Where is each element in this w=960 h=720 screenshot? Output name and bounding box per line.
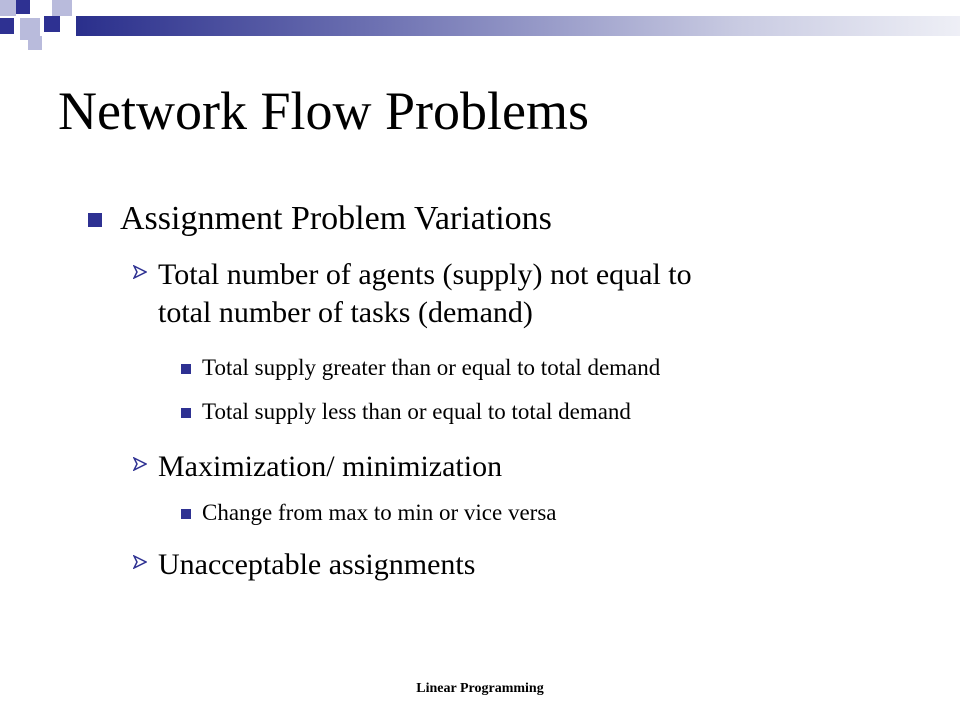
decor-square [16,0,30,14]
bullet-sub1-item1-text: Total supply greater than or equal to total demand [202,355,661,380]
decor-square [52,0,72,16]
corner-decoration [0,0,960,60]
bullet-sub1-text [158,256,692,332]
bullet-sub1-line1: Total number of agents (supply) not equal to [158,258,692,291]
bullet-sub3-text: Unacceptable assignments [158,548,476,581]
arrow-bullet-icon [133,265,147,279]
slide-footer: Linear Programming [416,681,544,696]
arrow-bullet-icon [133,555,147,569]
square-bullet-icon [181,509,191,519]
square-bullet-icon [181,364,191,374]
arrow-bullet-icon [133,457,147,471]
bullet-sub1-item2-text: Total supply less than or equal to total demand [202,399,631,424]
bullet-sub2-item1-text: Change from max to min or vice versa [202,500,557,525]
decor-square [44,16,60,32]
bullet-sub2-text: Maximization/ minimization [158,450,503,483]
bullet-main-text: Assignment Problem Variations [120,200,552,237]
square-bullet-icon [88,213,102,227]
bullet-sub1-line2: total number of tasks (demand) [158,296,533,329]
header-gradient-bar [76,16,960,36]
decor-square [0,0,16,16]
decor-square [28,36,42,50]
square-bullet-icon [181,408,191,418]
slide-title: Network Flow Problems [58,81,589,141]
decor-square [0,18,14,34]
